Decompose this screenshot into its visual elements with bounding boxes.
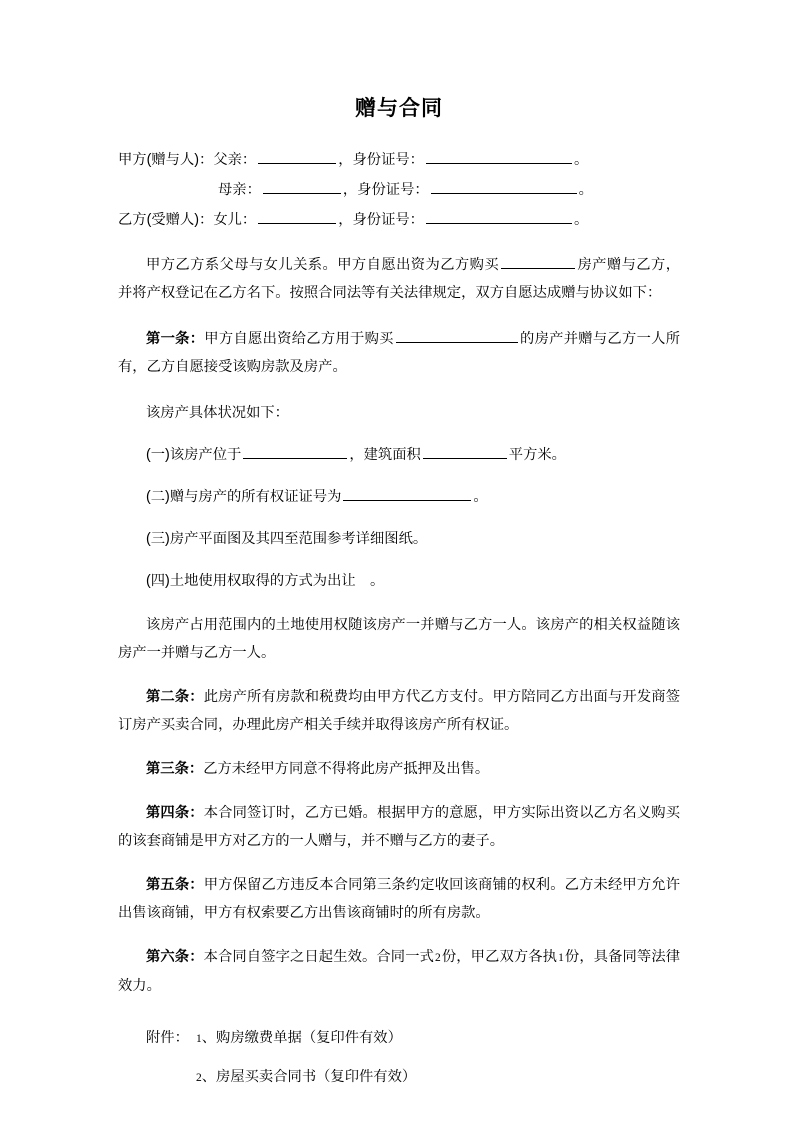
party-a-mother-id-input[interactable] xyxy=(431,178,577,194)
preamble-text-after: 房产赠与乙方，并将产权登记在乙方名下。按照合同法等有关法律规定，双方自愿达成赠与协议如下： xyxy=(118,257,680,301)
attachment-1-index: 1 xyxy=(196,1033,202,1045)
clause-5-text: 甲方保留乙方违反本合同第三条约定收回该商铺的权利。乙方未经甲方允许出售该商铺，甲方有权索要乙方出售该商铺时的所有房款。 xyxy=(118,877,681,921)
party-a-mother-row xyxy=(118,175,680,205)
property-item-3 xyxy=(118,525,680,553)
attachment-row-1 xyxy=(118,1024,680,1053)
clause-4-text: 本合同签订时，乙方已婚。根据甲方的意愿，甲方实际出资以乙方名义购买的该套商铺是甲方对乙方的一人赠与，并不赠与乙方的妻子。 xyxy=(118,805,681,849)
party-b-daughter-role: 女儿： xyxy=(213,212,257,228)
page-title: 赠与合同 xyxy=(355,97,443,120)
attachment-2-marker: 、 xyxy=(201,1069,217,1085)
property-item-1-text-before: 该房产位于 xyxy=(169,447,242,463)
party-b-daughter-terminator: 。 xyxy=(573,212,589,228)
attachments-section xyxy=(118,1024,680,1092)
clause-5-paragraph xyxy=(118,871,680,927)
property-item-4-text: 土地使用权取得的方式为出让 。 xyxy=(169,573,385,589)
property-item-1 xyxy=(118,441,680,469)
attachments-label: 附件： xyxy=(146,1030,189,1046)
property-item-2-text-after: 。 xyxy=(473,489,488,505)
clause-6-label: 第六条： xyxy=(146,949,204,965)
clause-2-label: 第二条： xyxy=(146,689,204,705)
clause-4-label: 第四条： xyxy=(146,805,204,821)
party-a-mother-role: 母亲： xyxy=(218,182,261,198)
property-item-3-text: 房产平面图及其四至范围参考详细图纸。 xyxy=(169,531,428,547)
clause-3-text: 乙方未经甲方同意不得将此房产抵押及出售。 xyxy=(203,761,490,777)
party-b-daughter-name-input[interactable] xyxy=(258,208,336,224)
attachment-2-index: 2 xyxy=(196,1072,202,1084)
clause-6-text-part3: 份，具备同等法律效力。 xyxy=(118,949,681,994)
clause-6-text-part1: 本合同自签字之日起生效。合同一式 xyxy=(203,949,435,965)
clause-6-copies-total: 2 xyxy=(435,952,441,964)
clause-3-paragraph xyxy=(118,755,680,783)
preamble-property-input[interactable] xyxy=(501,253,575,269)
party-a-father-name-input[interactable] xyxy=(258,148,336,164)
property-item-2-marker: (二) xyxy=(146,489,170,505)
clause-2-text: 此房产所有房款和税费均由甲方代乙方支付。甲方陪同乙方出面与开发商签订房产买卖合同，办理此房产相关手续并取得该房产所有权证。 xyxy=(118,689,681,733)
property-item-3-marker: (三) xyxy=(146,531,170,547)
property-location-input[interactable] xyxy=(243,443,347,459)
property-item-1-marker: (一) xyxy=(146,447,170,463)
parties-section xyxy=(118,145,680,235)
clause-1-paragraph xyxy=(118,325,680,381)
clause-1-text-after: 的房产并赠与乙方一人所有，乙方自愿接受该购房款及房产。 xyxy=(118,331,681,375)
party-a-mother-id-label: ，身份证号： xyxy=(342,182,429,198)
clause-1-property-input[interactable] xyxy=(396,327,518,343)
attachment-2-text: 房屋买卖合同书（复印件有效） xyxy=(216,1069,417,1085)
party-a-mother-name-input[interactable] xyxy=(263,178,341,194)
preamble-text-before: 甲方乙方系父母与女儿关系。甲方自愿出资为乙方购买 xyxy=(146,257,500,273)
document-body xyxy=(118,0,680,1092)
party-b-daughter-id-label: ，身份证号： xyxy=(338,212,424,228)
clause-6-copies-each: 1 xyxy=(558,952,564,964)
party-b-daughter-id-input[interactable] xyxy=(426,208,572,224)
clause-6-paragraph xyxy=(118,943,680,1000)
clause-1-text-before: 甲方自愿出资给乙方用于购买 xyxy=(204,331,394,347)
clause-6-text-part2: 份，甲乙双方各执 xyxy=(441,949,558,965)
land-use-paragraph: 该房产占用范围内的土地使用权随该房产一并赠与乙方一人。该房产的相关权益随该房产一并赠与乙方一人。 xyxy=(118,617,680,661)
clause-3-label: 第三条： xyxy=(146,761,204,777)
clause-4-paragraph xyxy=(118,799,680,855)
property-item-2-text-before: 赠与房产的所有权证证号为 xyxy=(169,489,342,505)
attachment-1-marker: 、 xyxy=(201,1030,217,1046)
property-item-4-marker: (四) xyxy=(146,573,170,589)
party-a-father-terminator: 。 xyxy=(573,152,589,168)
clause-5-label: 第五条： xyxy=(146,877,204,893)
property-area-input[interactable] xyxy=(423,443,507,459)
property-item-2 xyxy=(118,483,680,511)
property-intro-paragraph: 该房产具体状况如下： xyxy=(146,405,289,421)
property-item-1-text-after: 平方米。 xyxy=(508,447,566,463)
party-a-father-id-label: ，身份证号： xyxy=(338,152,424,168)
party-a-father-role: 父亲： xyxy=(213,152,257,168)
property-item-4 xyxy=(118,567,680,595)
party-a-mother-terminator: 。 xyxy=(578,182,593,198)
clause-2-paragraph xyxy=(118,683,680,739)
party-b-daughter-row xyxy=(118,205,680,235)
preamble-paragraph xyxy=(118,251,680,307)
party-b-label: 乙方(受赠人)： xyxy=(118,212,214,228)
property-item-1-text-middle: ，建筑面积 xyxy=(349,447,421,463)
party-a-father-row xyxy=(118,145,680,175)
property-cert-number-input[interactable] xyxy=(343,485,471,501)
party-a-label: 甲方(赠与人)： xyxy=(118,152,214,168)
party-a-father-id-input[interactable] xyxy=(426,148,572,164)
attachment-row-2 xyxy=(118,1063,680,1092)
clause-1-label: 第一条： xyxy=(146,331,205,347)
attachment-1-text: 购房缴费单据（复印件有效） xyxy=(216,1030,402,1046)
